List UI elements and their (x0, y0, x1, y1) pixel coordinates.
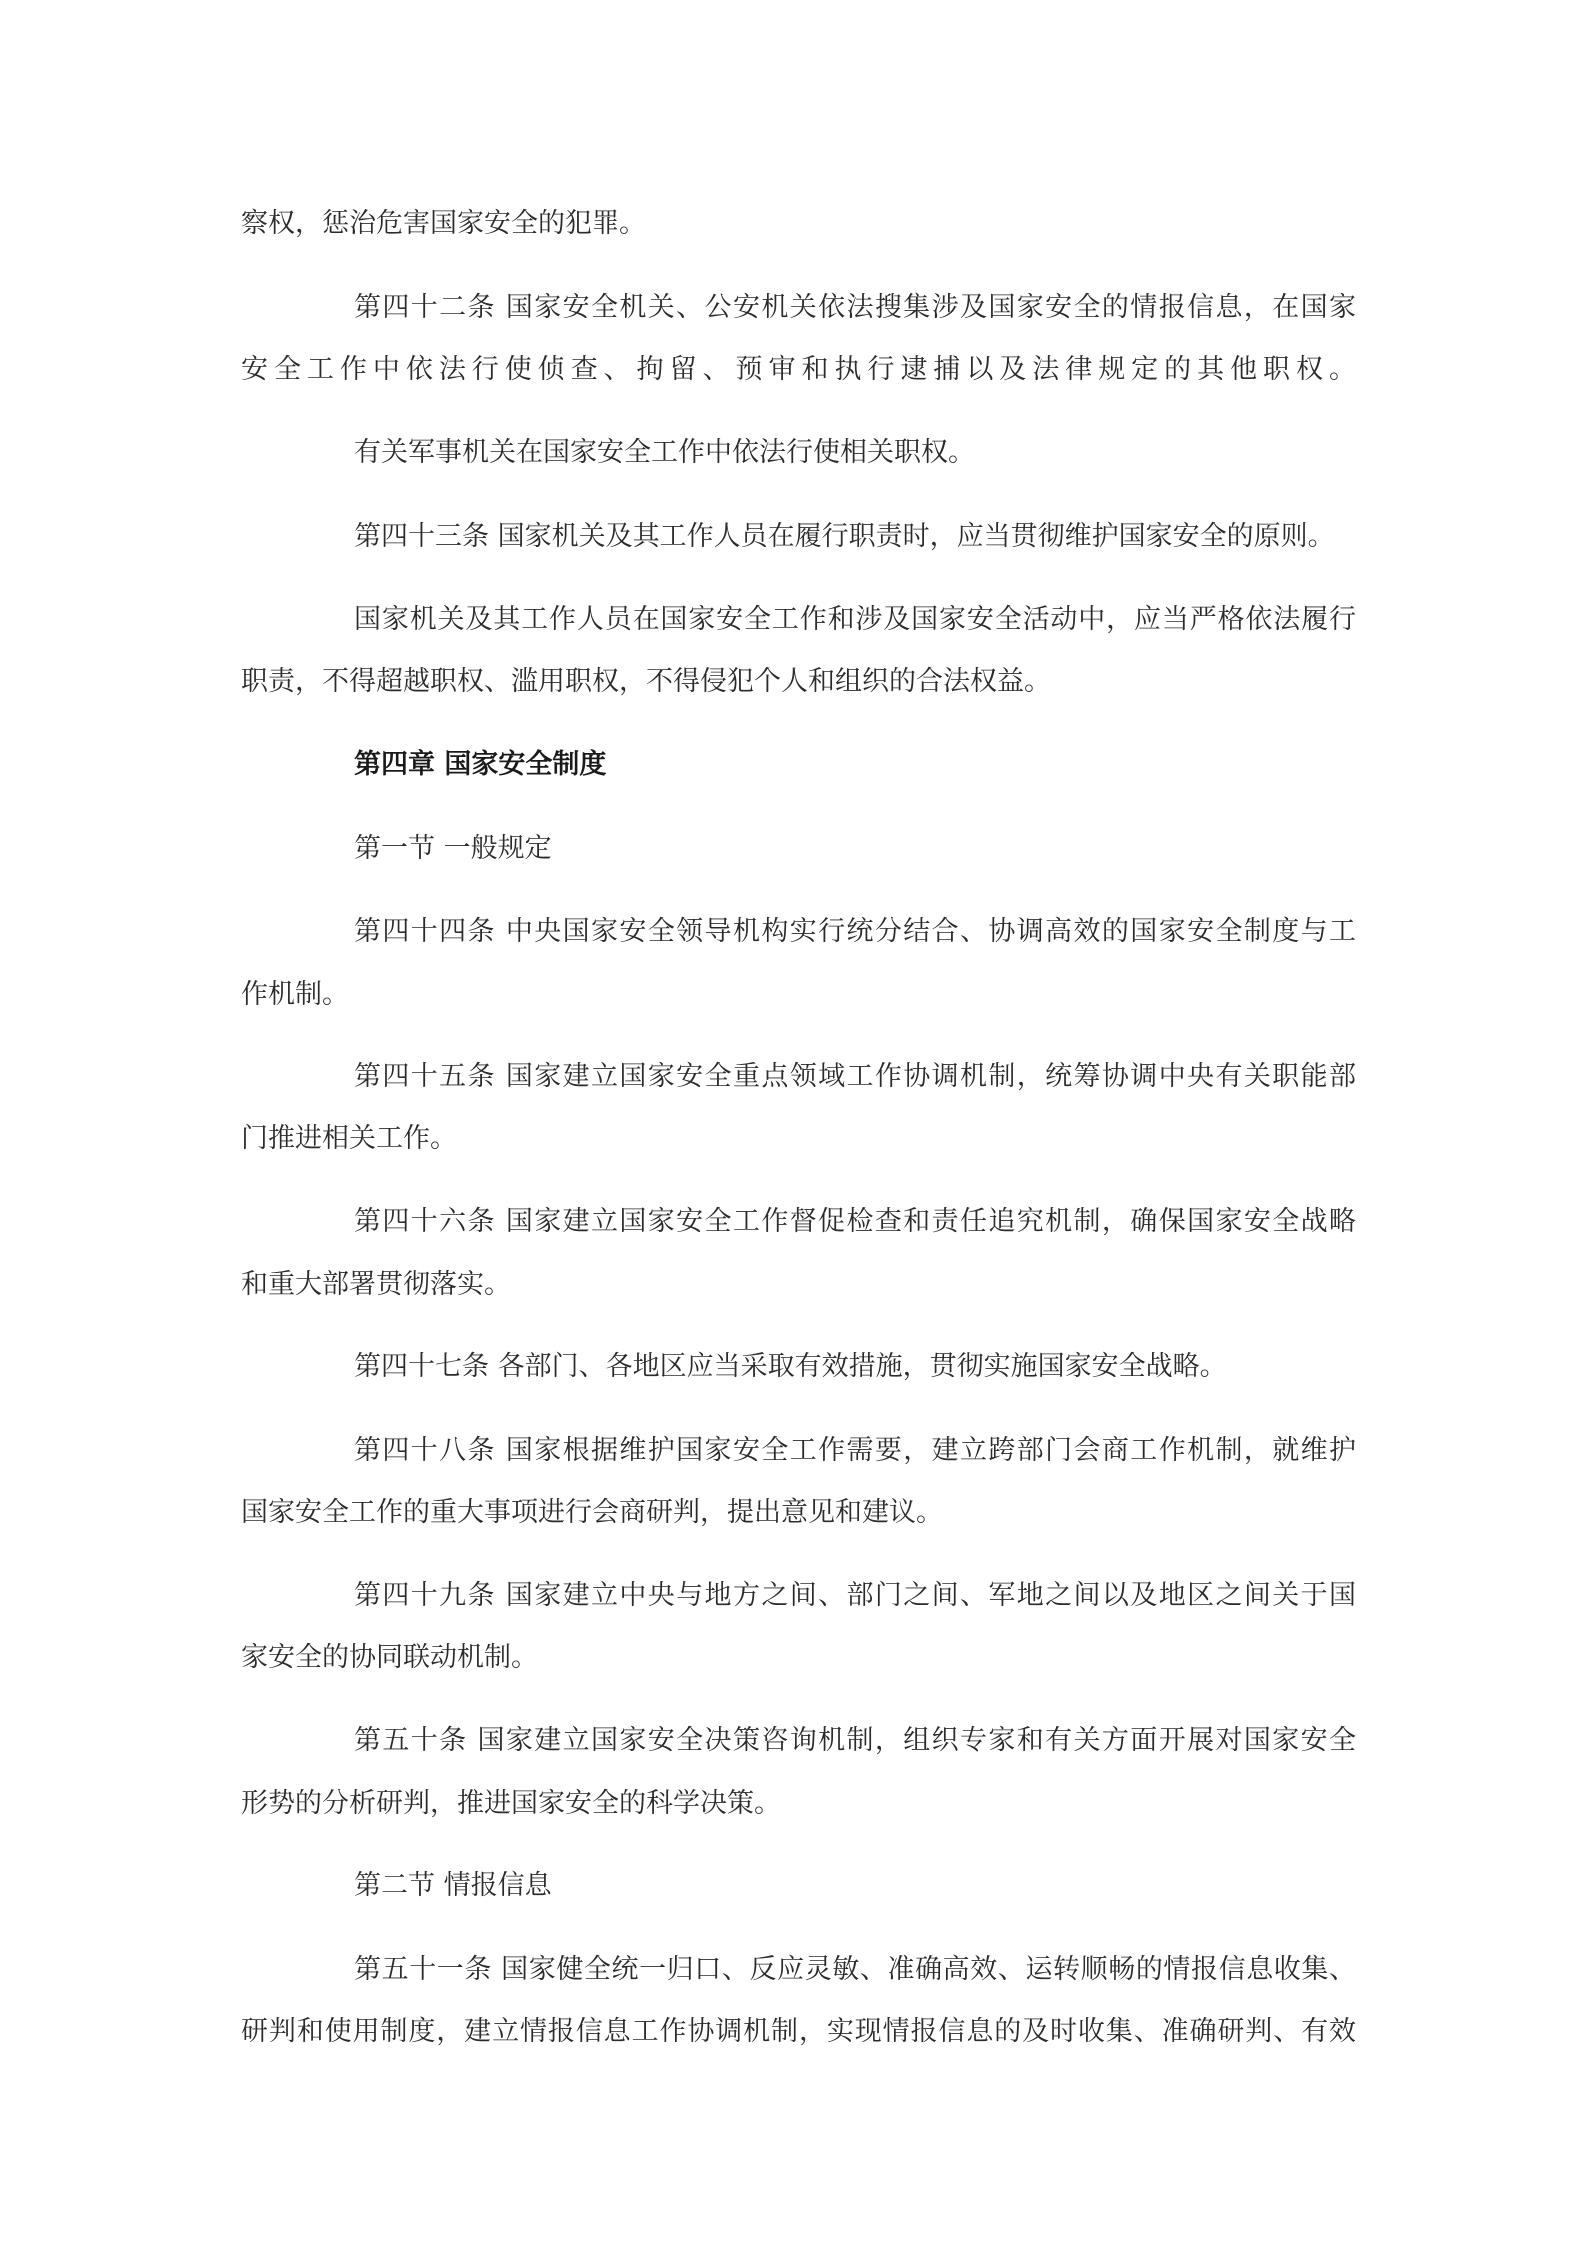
text-line: 第四十五条 国家建立国家安全重点领域工作协调机制，统筹协调中央有关职能部 (354, 1061, 1356, 1092)
text-line: 第四十四条 中央国家安全领导机构实行统分结合、协调高效的国家安全制度与工 (354, 916, 1356, 947)
text-line: 国家机关及其工作人员在国家安全工作和涉及国家安全活动中，应当严格依法履行 (354, 604, 1356, 635)
text-line: 第四十三条 国家机关及其工作人员在履行职责时，应当贯彻维护国家安全的原则。 (354, 521, 1335, 552)
text-line: 第五十一条 国家健全统一归口、反应灵敏、准确高效、运转顺畅的情报信息收集、 (354, 1954, 1356, 1985)
text-line: 有关军事机关在国家安全工作中依法行使相关职权。 (354, 437, 975, 468)
section-heading: 第一节 一般规定 (354, 833, 552, 864)
text-line: 第四十二条 国家安全机关、公安机关依法搜集涉及国家安全的情报信息，在国家 (354, 292, 1356, 323)
text-line: 安全工作中依法行使侦查、拘留、预审和执行逮捕以及法律规定的其他职权。 (241, 354, 1356, 385)
text-line: 第四十七条 各部门、各地区应当采取有效措施，贯彻实施国家安全战略。 (354, 1351, 1227, 1382)
text-line: 察权，惩治危害国家安全的犯罪。 (241, 208, 646, 239)
text-line: 和重大部署贯彻落实。 (241, 1269, 511, 1300)
text-line: 作机制。 (241, 979, 349, 1010)
text-line: 第四十九条 国家建立中央与地方之间、部门之间、军地之间以及地区之间关于国 (354, 1580, 1356, 1611)
chapter-heading: 第四章 国家安全制度 (354, 749, 607, 780)
text-line: 门推进相关工作。 (241, 1123, 457, 1154)
text-line: 国家安全工作的重大事项进行会商研判，提出意见和建议。 (241, 1497, 943, 1528)
text-line: 研判和使用制度，建立情报信息工作协调机制，实现情报信息的及时收集、准确研判、有效 (241, 2016, 1356, 2047)
text-line: 职责，不得超越职权、滥用职权，不得侵犯个人和组织的合法权益。 (241, 666, 1051, 697)
text-line: 家安全的协同联动机制。 (241, 1642, 538, 1673)
section-heading: 第二节 情报信息 (354, 1870, 552, 1901)
text-line: 第四十八条 国家根据维护国家安全工作需要，建立跨部门会商工作机制，就维护 (354, 1435, 1356, 1466)
text-line: 第五十条 国家建立国家安全决策咨询机制，组织专家和有关方面开展对国家安全 (354, 1725, 1356, 1756)
text-line: 第四十六条 国家建立国家安全工作督促检查和责任追究机制，确保国家安全战略 (354, 1206, 1356, 1237)
text-line: 形势的分析研判，推进国家安全的科学决策。 (241, 1788, 781, 1819)
